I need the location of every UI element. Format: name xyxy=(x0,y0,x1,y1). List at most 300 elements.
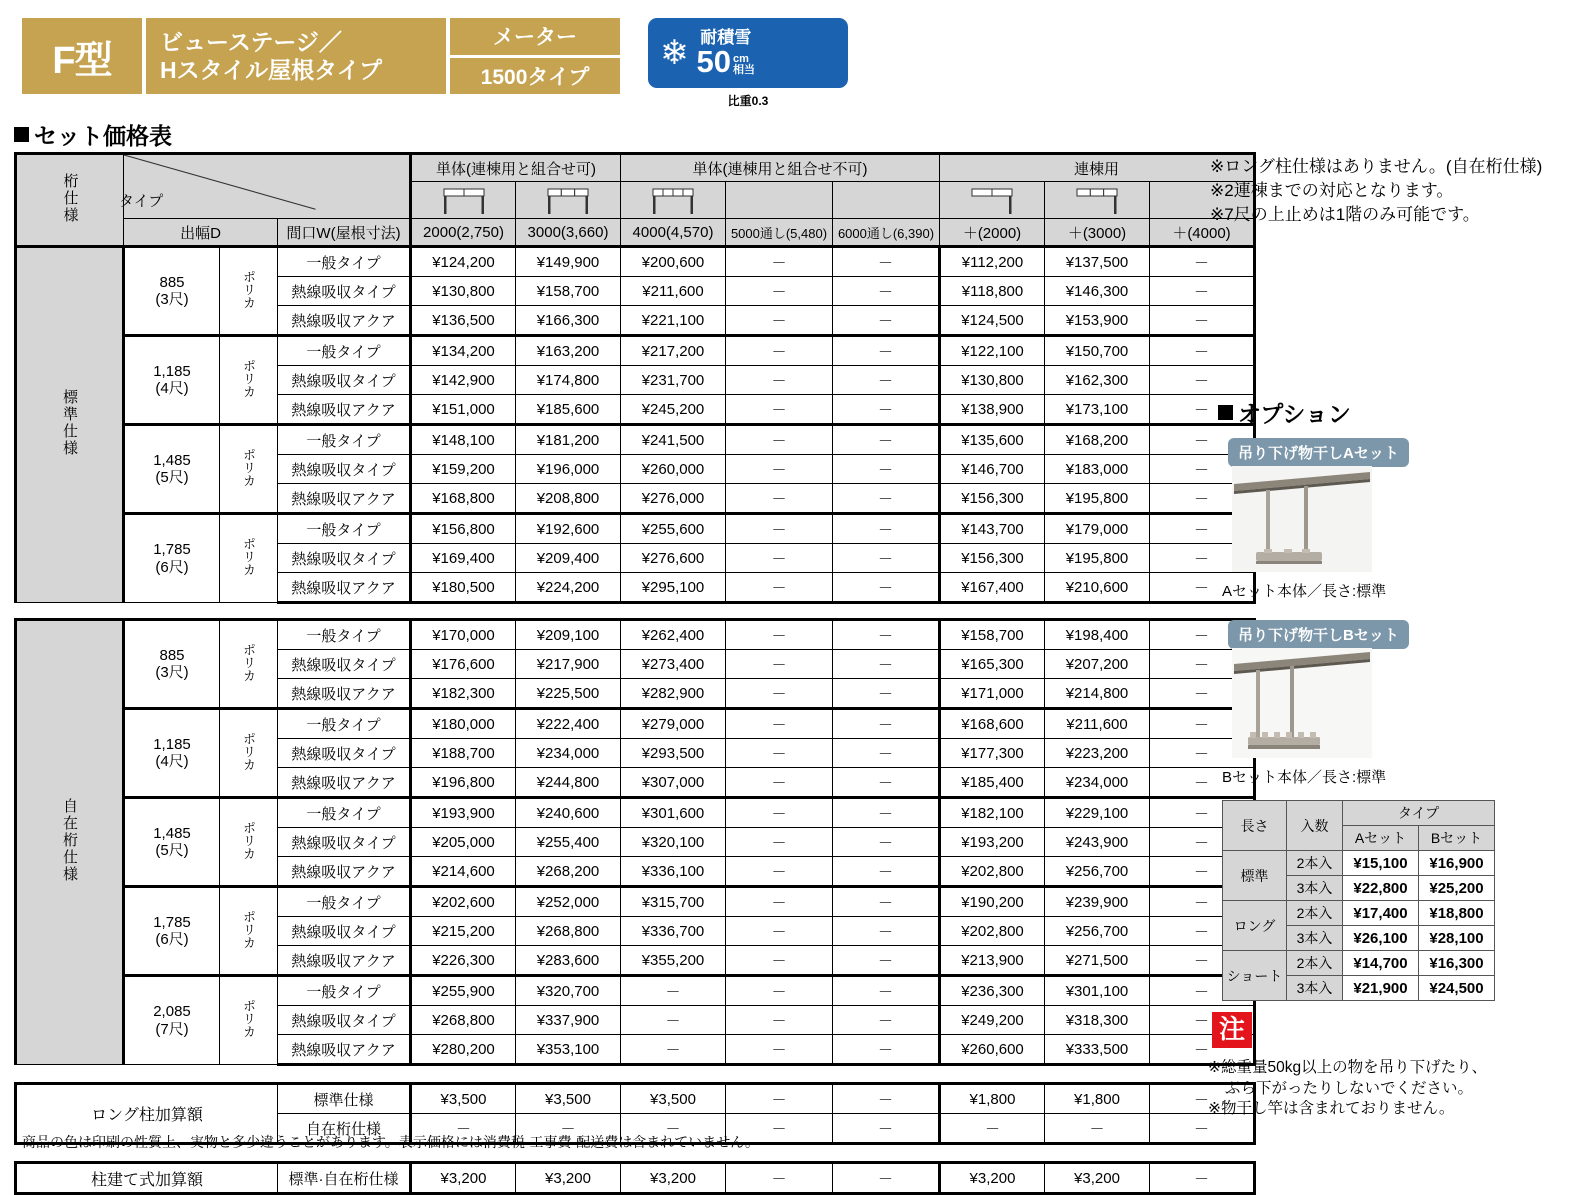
price-cell-empty: － xyxy=(833,544,940,573)
caution-block xyxy=(1212,1012,1252,1048)
price-cell: ¥165,300 xyxy=(940,650,1045,679)
empty-icon-cell xyxy=(833,182,940,219)
price-cell: ¥3,200 xyxy=(940,1163,1045,1194)
product-name-line1: ビューステージ／ xyxy=(160,28,342,55)
price-cell: ¥159,200 xyxy=(411,455,516,484)
option-length-value: 標準 xyxy=(1223,851,1287,901)
price-cell: ¥153,900 xyxy=(1045,306,1150,336)
price-cell: ¥177,300 xyxy=(940,739,1045,768)
empty-icon-cell xyxy=(726,182,833,219)
price-cell: ¥156,300 xyxy=(940,484,1045,514)
snow-load-badge xyxy=(648,18,848,88)
addon-spec-label: 自在桁仕様 xyxy=(278,1114,411,1144)
price-cell: ¥156,300 xyxy=(940,544,1045,573)
option-table-row xyxy=(1223,901,1495,926)
price-cell-empty: － xyxy=(726,455,833,484)
price-cell: ¥146,700 xyxy=(940,455,1045,484)
price-cell: ¥143,700 xyxy=(940,514,1045,544)
price-cell: ¥271,500 xyxy=(1045,946,1150,976)
price-cell-empty: － xyxy=(1150,1035,1255,1065)
price-cell: ¥183,000 xyxy=(1045,455,1150,484)
price-cell-empty: － xyxy=(833,336,940,366)
option-title-label: オプション xyxy=(1238,401,1351,427)
col-group-header: 単体(連棟用と組合せ可) xyxy=(411,154,621,182)
price-cell-empty: － xyxy=(726,395,833,425)
price-cell-empty: － xyxy=(833,1163,940,1194)
price-cell: ¥3,200 xyxy=(516,1163,621,1194)
row-depth-value: 1,785 (6尺) xyxy=(124,887,220,976)
price-cell: ¥209,100 xyxy=(516,620,621,650)
option-price-b: ¥24,500 xyxy=(1419,976,1495,1001)
price-cell: ¥193,200 xyxy=(940,828,1045,857)
price-cell-empty: － xyxy=(411,1114,516,1144)
price-cell-empty: － xyxy=(1150,336,1255,366)
row-type-label: 熱線吸収タイプ xyxy=(278,366,411,395)
price-cell: ¥315,700 xyxy=(621,887,726,917)
price-cell-empty: － xyxy=(726,917,833,946)
option-count-value: 3本入 xyxy=(1287,976,1343,1001)
price-cell-empty: － xyxy=(726,277,833,306)
price-cell: ¥195,800 xyxy=(1045,544,1150,573)
price-cell-empty: － xyxy=(833,917,940,946)
option-a-badge: 吊り下げ物干しAセット xyxy=(1228,438,1409,467)
row-depth-value: 885 (3尺) xyxy=(124,247,220,336)
price-cell-empty: － xyxy=(940,1114,1045,1144)
price-cell: ¥234,000 xyxy=(1045,768,1150,798)
price-cell-empty: － xyxy=(833,828,940,857)
price-cell: ¥168,600 xyxy=(940,709,1045,739)
price-cell: ¥196,800 xyxy=(411,768,516,798)
row-material-label: ポリカ xyxy=(220,247,278,336)
price-cell: ¥180,000 xyxy=(411,709,516,739)
row-depth-value: 1,185 (4尺) xyxy=(124,336,220,425)
option-b-photo xyxy=(1232,648,1372,758)
spec-note-3: ※7尺の上止めは1階のみ可能です。 xyxy=(1210,205,1480,225)
price-cell: ¥1,800 xyxy=(1045,1084,1150,1114)
price-cell: ¥179,000 xyxy=(1045,514,1150,544)
price-cell-empty: － xyxy=(726,484,833,514)
price-cell: ¥208,800 xyxy=(516,484,621,514)
price-cell: ¥200,600 xyxy=(621,247,726,277)
price-cell: ¥224,200 xyxy=(516,573,621,603)
price-cell-empty: － xyxy=(833,739,940,768)
price-cell: ¥112,200 xyxy=(940,247,1045,277)
price-cell-empty: － xyxy=(1150,828,1255,857)
col-header-width: 間口W(屋根寸法) xyxy=(278,219,411,247)
row-type-label: 一般タイプ xyxy=(278,709,411,739)
price-cell: ¥124,500 xyxy=(940,306,1045,336)
col-group-header: 連棟用 xyxy=(940,154,1255,182)
price-cell: ¥136,500 xyxy=(411,306,516,336)
option-length-value: ロング xyxy=(1223,901,1287,951)
price-cell-empty: － xyxy=(1150,976,1255,1006)
row-material-label: ポリカ xyxy=(220,620,278,709)
size-badges xyxy=(450,18,620,94)
price-cell: ¥256,700 xyxy=(1045,857,1150,887)
price-cell-empty: － xyxy=(833,455,940,484)
price-cell: ¥249,200 xyxy=(940,1006,1045,1035)
renmune-2bay-icon xyxy=(940,182,1045,219)
price-cell-empty: － xyxy=(1150,709,1255,739)
price-cell-empty: － xyxy=(726,247,833,277)
price-cell: ¥260,600 xyxy=(940,1035,1045,1065)
price-cell: ¥3,200 xyxy=(621,1163,726,1194)
price-cell-empty: － xyxy=(833,768,940,798)
price-cell: ¥146,300 xyxy=(1045,277,1150,306)
price-cell-empty: － xyxy=(833,679,940,709)
price-cell: ¥192,600 xyxy=(516,514,621,544)
price-cell: ¥318,300 xyxy=(1045,1006,1150,1035)
product-header xyxy=(22,18,848,109)
option-price-b: ¥16,900 xyxy=(1419,851,1495,876)
price-cell: ¥336,700 xyxy=(621,917,726,946)
col-header-code: 5000通し(5,480) xyxy=(726,219,833,247)
price-cell-empty: － xyxy=(1150,887,1255,917)
canopy-4bay-icon xyxy=(621,182,726,219)
price-cell-empty: － xyxy=(833,887,940,917)
price-cell-empty: － xyxy=(1150,247,1255,277)
spec-note-1: ※ロング柱仕様はありません。(自在桁仕様) xyxy=(1210,157,1543,176)
option-col-count: 入数 xyxy=(1287,801,1343,851)
price-cell: ¥135,600 xyxy=(940,425,1045,455)
row-type-label: 熱線吸収タイプ xyxy=(278,455,411,484)
row-material-label: ポリカ xyxy=(220,976,278,1065)
table-row xyxy=(16,709,1255,739)
price-cell-empty: － xyxy=(726,976,833,1006)
product-name xyxy=(146,18,446,94)
price-cell: ¥148,100 xyxy=(411,425,516,455)
price-cell: ¥252,000 xyxy=(516,887,621,917)
price-cell-empty: － xyxy=(726,1114,833,1144)
price-cell: ¥211,600 xyxy=(621,277,726,306)
option-price-a: ¥14,700 xyxy=(1343,951,1419,976)
price-cell: ¥130,800 xyxy=(940,366,1045,395)
size-badge: 1500タイプ xyxy=(450,58,620,95)
price-cell-empty: － xyxy=(1150,620,1255,650)
set-price-title-label: セット価格表 xyxy=(34,123,172,149)
row-type-label: 熱線吸収タイプ xyxy=(278,739,411,768)
price-cell-empty: － xyxy=(516,1114,621,1144)
addon-spec-label: 標準·自在桁仕様 xyxy=(278,1163,411,1194)
price-cell: ¥158,700 xyxy=(516,277,621,306)
row-material-label: ポリカ xyxy=(220,887,278,976)
table-row xyxy=(16,887,1255,917)
price-cell: ¥244,800 xyxy=(516,768,621,798)
snow-load-group xyxy=(648,18,848,109)
row-type-label: 熱線吸収タイプ xyxy=(278,650,411,679)
row-type-label: 熱線吸収アクア xyxy=(278,857,411,887)
snow-load-label: 耐積雪 xyxy=(700,28,752,48)
addon-long-label: ロング柱加算額 xyxy=(16,1084,278,1144)
price-cell: ¥273,400 xyxy=(621,650,726,679)
row-depth-value: 885 (3尺) xyxy=(124,620,220,709)
price-cell: ¥158,700 xyxy=(940,620,1045,650)
option-count-value: 3本入 xyxy=(1287,926,1343,951)
row-depth-value: 1,485 (5尺) xyxy=(124,425,220,514)
addon-post-label: 柱建て式加算額 xyxy=(16,1163,278,1194)
price-cell-empty: － xyxy=(833,620,940,650)
row-type-label: 熱線吸収アクア xyxy=(278,395,411,425)
price-cell-empty: － xyxy=(1150,306,1255,336)
price-cell-empty: － xyxy=(833,484,940,514)
option-count-value: 3本入 xyxy=(1287,876,1343,901)
price-cell-empty: － xyxy=(833,709,940,739)
price-cell: ¥283,600 xyxy=(516,946,621,976)
option-price-b: ¥18,800 xyxy=(1419,901,1495,926)
price-cell: ¥150,700 xyxy=(1045,336,1150,366)
price-cell: ¥176,600 xyxy=(411,650,516,679)
option-price-table xyxy=(1222,800,1495,1001)
price-cell-empty: － xyxy=(726,679,833,709)
price-table xyxy=(14,152,1256,1195)
price-cell: ¥276,600 xyxy=(621,544,726,573)
table-row xyxy=(16,798,1255,828)
spec-note-2: ※2連棟までの対応となります。 xyxy=(1210,181,1454,201)
snow-unit-top: cm xyxy=(732,52,749,65)
set-price-title xyxy=(14,118,172,151)
row-material-label: ポリカ xyxy=(220,514,278,603)
caution-line-1: ※総重量50kg以上の物を吊り下げたり、 xyxy=(1208,1059,1488,1076)
row-type-label: 一般タイプ xyxy=(278,887,411,917)
option-table-row xyxy=(1223,851,1495,876)
option-price-b: ¥25,200 xyxy=(1419,876,1495,901)
price-cell-empty: － xyxy=(833,366,940,395)
col-header-code: 3000(3,660) xyxy=(516,219,621,247)
price-cell-empty: － xyxy=(1150,857,1255,887)
price-cell-empty: － xyxy=(726,544,833,573)
price-cell-empty: － xyxy=(1150,366,1255,395)
price-cell: ¥225,500 xyxy=(516,679,621,709)
price-cell-empty: － xyxy=(1150,917,1255,946)
price-cell: ¥222,400 xyxy=(516,709,621,739)
price-cell: ¥226,300 xyxy=(411,946,516,976)
price-cell-empty: － xyxy=(621,1114,726,1144)
price-cell: ¥293,500 xyxy=(621,739,726,768)
option-count-value: 2本入 xyxy=(1287,901,1343,926)
option-length-value: ショート xyxy=(1223,951,1287,1001)
addon-row xyxy=(16,1084,1255,1114)
option-col-length: 長さ xyxy=(1223,801,1287,851)
row-depth-value: 1,185 (4尺) xyxy=(124,709,220,798)
canopy-2bay-icon xyxy=(411,182,516,219)
price-cell-empty: － xyxy=(833,1006,940,1035)
price-cell: ¥214,800 xyxy=(1045,679,1150,709)
table-row xyxy=(16,247,1255,277)
price-cell: ¥3,200 xyxy=(411,1163,516,1194)
table-row xyxy=(16,336,1255,366)
price-cell: ¥279,000 xyxy=(621,709,726,739)
row-group-spec-label: 標準仕様 xyxy=(16,247,124,603)
price-cell: ¥255,400 xyxy=(516,828,621,857)
price-cell-empty: － xyxy=(726,857,833,887)
price-cell: ¥295,100 xyxy=(621,573,726,603)
price-cell: ¥188,700 xyxy=(411,739,516,768)
price-cell-empty: － xyxy=(726,1035,833,1065)
price-cell-empty: － xyxy=(621,1006,726,1035)
col-header-code: ＋(4000) xyxy=(1150,219,1255,247)
option-price-a: ¥17,400 xyxy=(1343,901,1419,926)
option-price-a: ¥21,900 xyxy=(1343,976,1419,1001)
option-header-row xyxy=(1223,801,1495,826)
price-cell: ¥229,100 xyxy=(1045,798,1150,828)
price-cell-empty: － xyxy=(833,306,940,336)
row-type-label: 熱線吸収アクア xyxy=(278,946,411,976)
price-cell-empty: － xyxy=(726,620,833,650)
price-cell: ¥255,900 xyxy=(411,976,516,1006)
price-cell-empty: － xyxy=(726,650,833,679)
hanging-rack-b-illustration xyxy=(1232,648,1372,758)
price-cell-empty: － xyxy=(1150,946,1255,976)
price-cell: ¥353,100 xyxy=(516,1035,621,1065)
option-b-badge: 吊り下げ物干しBセット xyxy=(1228,620,1409,649)
row-type-label: 一般タイプ xyxy=(278,425,411,455)
price-cell-empty: － xyxy=(1150,679,1255,709)
spacer xyxy=(16,603,1255,620)
option-col-a: Aセット xyxy=(1343,826,1419,851)
price-cell: ¥3,200 xyxy=(1045,1163,1150,1194)
price-cell-empty: － xyxy=(1150,573,1255,603)
row-depth-value: 1,785 (6尺) xyxy=(124,514,220,603)
option-col-b: Bセット xyxy=(1419,826,1495,851)
price-cell: ¥231,700 xyxy=(621,366,726,395)
price-cell: ¥182,300 xyxy=(411,679,516,709)
price-cell: ¥181,200 xyxy=(516,425,621,455)
price-cell: ¥320,700 xyxy=(516,976,621,1006)
price-cell-empty: － xyxy=(726,573,833,603)
square-bullet-icon xyxy=(14,127,29,142)
price-cell: ¥255,600 xyxy=(621,514,726,544)
col-header-type-diagonal: タイプ xyxy=(124,154,411,219)
option-count-value: 2本入 xyxy=(1287,851,1343,876)
price-cell-empty: － xyxy=(1150,544,1255,573)
price-cell: ¥3,500 xyxy=(516,1084,621,1114)
price-cell: ¥223,200 xyxy=(1045,739,1150,768)
price-cell: ¥168,800 xyxy=(411,484,516,514)
price-cell-empty: － xyxy=(1150,798,1255,828)
row-material-label: ポリカ xyxy=(220,336,278,425)
price-cell: ¥171,000 xyxy=(940,679,1045,709)
square-bullet-icon xyxy=(1218,405,1233,420)
price-cell: ¥337,900 xyxy=(516,1006,621,1035)
price-cell: ¥163,200 xyxy=(516,336,621,366)
col-header-depth: 出幅D xyxy=(124,219,278,247)
col-header-code: ＋(2000) xyxy=(940,219,1045,247)
price-cell: ¥245,200 xyxy=(621,395,726,425)
price-cell: ¥217,200 xyxy=(621,336,726,366)
price-cell-empty: － xyxy=(726,887,833,917)
option-a-photo xyxy=(1232,466,1372,572)
price-cell: ¥185,600 xyxy=(516,395,621,425)
addon-spec-label: 標準仕様 xyxy=(278,1084,411,1114)
price-cell: ¥221,100 xyxy=(621,306,726,336)
spec-notes xyxy=(1210,155,1542,227)
price-cell: ¥333,500 xyxy=(1045,1035,1150,1065)
table-row xyxy=(16,425,1255,455)
price-cell: ¥268,200 xyxy=(516,857,621,887)
price-cell-empty: － xyxy=(833,514,940,544)
row-type-label: 熱線吸収アクア xyxy=(278,484,411,514)
price-cell-empty: － xyxy=(833,425,940,455)
price-cell-empty: － xyxy=(726,1006,833,1035)
price-cell: ¥198,400 xyxy=(1045,620,1150,650)
col-header-side-spec: 桁仕様 xyxy=(16,154,124,247)
price-cell-empty: － xyxy=(1150,425,1255,455)
option-price-a: ¥15,100 xyxy=(1343,851,1419,876)
col-header-code: 6000通し(6,390) xyxy=(833,219,940,247)
price-cell: ¥151,000 xyxy=(411,395,516,425)
price-cell-empty: － xyxy=(621,976,726,1006)
price-cell: ¥207,200 xyxy=(1045,650,1150,679)
price-cell-empty: － xyxy=(1150,277,1255,306)
price-cell: ¥243,900 xyxy=(1045,828,1150,857)
row-type-label: 一般タイプ xyxy=(278,976,411,1006)
snowflake-icon: ❄ xyxy=(660,34,689,72)
price-cell-empty: － xyxy=(1150,739,1255,768)
price-cell: ¥173,100 xyxy=(1045,395,1150,425)
price-cell: ¥3,500 xyxy=(411,1084,516,1114)
price-cell: ¥276,000 xyxy=(621,484,726,514)
price-cell: ¥215,200 xyxy=(411,917,516,946)
option-price-a: ¥22,800 xyxy=(1343,876,1419,901)
row-type-label: 熱線吸収タイプ xyxy=(278,828,411,857)
price-cell: ¥169,400 xyxy=(411,544,516,573)
table-header-groups xyxy=(16,154,1255,182)
price-cell: ¥268,800 xyxy=(516,917,621,946)
price-cell-empty: － xyxy=(1150,514,1255,544)
price-cell: ¥336,100 xyxy=(621,857,726,887)
addon-row xyxy=(16,1163,1255,1194)
price-cell: ¥205,000 xyxy=(411,828,516,857)
row-type-label: 一般タイプ xyxy=(278,798,411,828)
price-cell: ¥122,100 xyxy=(940,336,1045,366)
price-cell: ¥162,300 xyxy=(1045,366,1150,395)
price-cell: ¥130,800 xyxy=(411,277,516,306)
price-cell: ¥193,900 xyxy=(411,798,516,828)
table-block-spacer xyxy=(16,603,1255,620)
row-type-label: 熱線吸収タイプ xyxy=(278,277,411,306)
price-cell: ¥174,800 xyxy=(516,366,621,395)
row-group-spec-label: 自在桁仕様 xyxy=(16,620,124,1065)
price-cell: ¥1,800 xyxy=(940,1084,1045,1114)
price-cell: ¥166,300 xyxy=(516,306,621,336)
product-name-line2: Hスタイル屋根タイプ xyxy=(160,57,382,83)
price-cell-empty: － xyxy=(726,709,833,739)
price-cell-empty: － xyxy=(726,946,833,976)
price-cell-empty: － xyxy=(726,336,833,366)
price-cell: ¥241,500 xyxy=(621,425,726,455)
price-cell-empty: － xyxy=(726,828,833,857)
row-type-label: 熱線吸収タイプ xyxy=(278,1006,411,1035)
price-cell-empty: － xyxy=(833,573,940,603)
price-cell-empty: － xyxy=(833,798,940,828)
price-cell-empty: － xyxy=(726,366,833,395)
row-material-label: ポリカ xyxy=(220,425,278,514)
price-cell: ¥355,200 xyxy=(621,946,726,976)
price-cell-empty: － xyxy=(1150,1163,1255,1194)
price-cell: ¥260,000 xyxy=(621,455,726,484)
option-price-a: ¥26,100 xyxy=(1343,926,1419,951)
meter-badge: メーター xyxy=(450,18,620,55)
price-cell-empty: － xyxy=(833,1035,940,1065)
price-cell-empty: － xyxy=(1150,1084,1255,1114)
option-b-caption: Bセット本体／長さ:標準 xyxy=(1222,769,1387,786)
price-cell: ¥149,900 xyxy=(516,247,621,277)
price-cell: ¥211,600 xyxy=(1045,709,1150,739)
price-cell: ¥156,800 xyxy=(411,514,516,544)
row-type-label: 熱線吸収アクア xyxy=(278,306,411,336)
row-type-label: 熱線吸収タイプ xyxy=(278,917,411,946)
col-header-code: ＋(3000) xyxy=(1045,219,1150,247)
